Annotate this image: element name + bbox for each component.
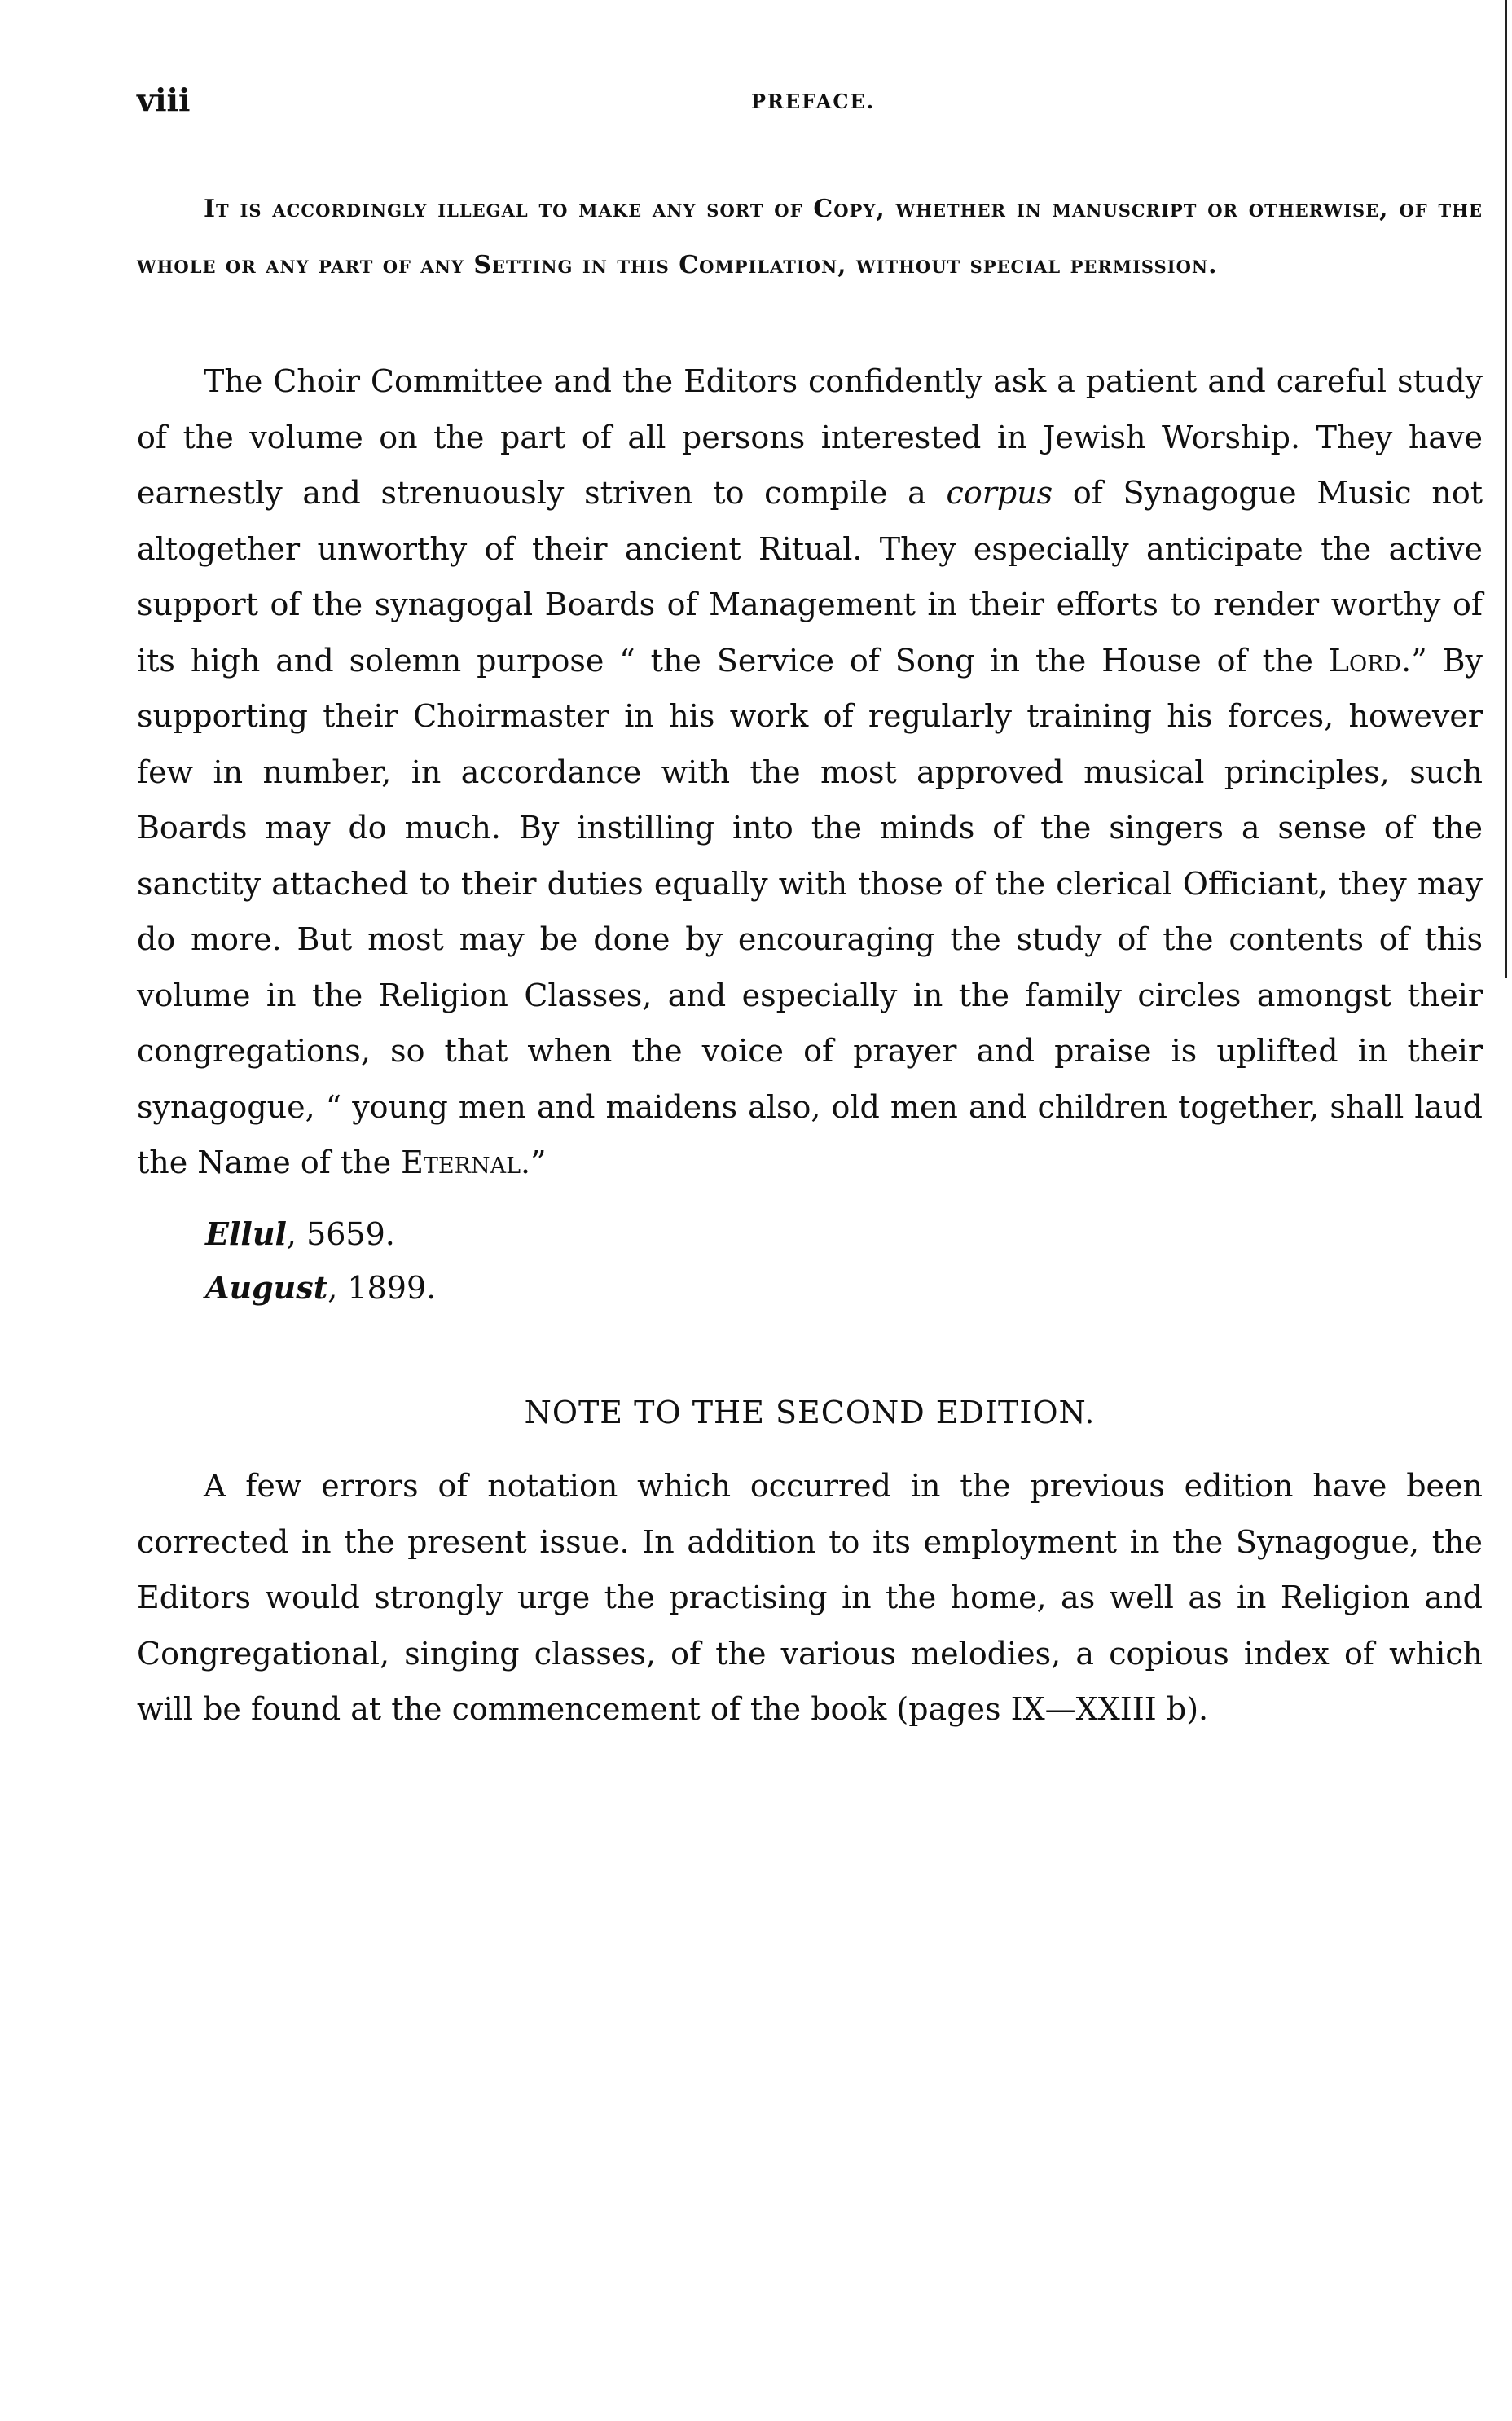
civil-year: , 1899. [327, 1270, 437, 1306]
main-paragraph [137, 354, 1483, 1191]
hebrew-year: , 5659. [286, 1216, 395, 1252]
main-text-part-4: .” [521, 1145, 547, 1180]
hebrew-date [205, 1207, 436, 1261]
page-edge-rule [1505, 0, 1507, 978]
lord-word: Lord [1328, 642, 1402, 679]
eternal-word: Eternal [401, 1145, 521, 1180]
main-text-part-3: .” By supporting their Choirmaster in his work of regularly training his forces, however few in number, in accordance with the most approved musical principles, such Boards may do much. By instilling into the minds of the singers a sense of the sanctity attached to their duties equally with those of the clerical Officiant, they may do more. But most may be done by encouraging the study of the contents of this volume in the Religion Classes, and especially in the family circles amongst their congregations, so that when the voice of prayer and praise is uplifted in their synagogue, “ young men and maidens also, old men and children together, shall laud the Name of the [137, 642, 1483, 1180]
civil-date [205, 1261, 436, 1315]
second-edition-note [137, 1458, 1483, 1738]
corpus-word: corpus [946, 475, 1053, 511]
civil-month: August [205, 1269, 328, 1306]
second-edition-note-text: A few errors of notation which occurred in the previous edition have been corrected in the present issue. In addition to its employment in the Synagogue, the Editors would strongly urge the practising in the home, as well as in Religion and Congregational, singing classes, of the various melodies, a copious index of which will be found at the commencement of the book (pages IX—XXIII b). [137, 1468, 1483, 1727]
running-head: PREFACE. [750, 90, 876, 113]
second-edition-heading: NOTE TO THE SECOND EDITION. [524, 1395, 1096, 1430]
copyright-notice-text: It is accordingly illegal to make any sort of Copy, whether in manuscript or otherwise, of the whole or any part of any Setting in this Compilation, without special permission. [137, 195, 1483, 279]
page-header [137, 81, 1489, 122]
dateline [205, 1207, 436, 1315]
copyright-notice [137, 181, 1483, 293]
main-text-part-2: of Synagogue Music not altogether unworthy of their ancient Ritual. They especially anticipate the active support of the synagogal Boards of Management in their efforts to render worthy of its high and solemn purpose “ the Service of Song in the House of the [137, 475, 1483, 679]
main-paragraph-text [137, 354, 1483, 1191]
main-text-part-1: The Choir Committee and the Editors confidently ask a patient and careful study of the volume on the part of all persons interested in Jewish Worship. They have earnestly and strenuously striven to compile a [137, 363, 1483, 511]
page-number: viii [137, 81, 191, 118]
hebrew-month: Ellul [205, 1215, 287, 1252]
